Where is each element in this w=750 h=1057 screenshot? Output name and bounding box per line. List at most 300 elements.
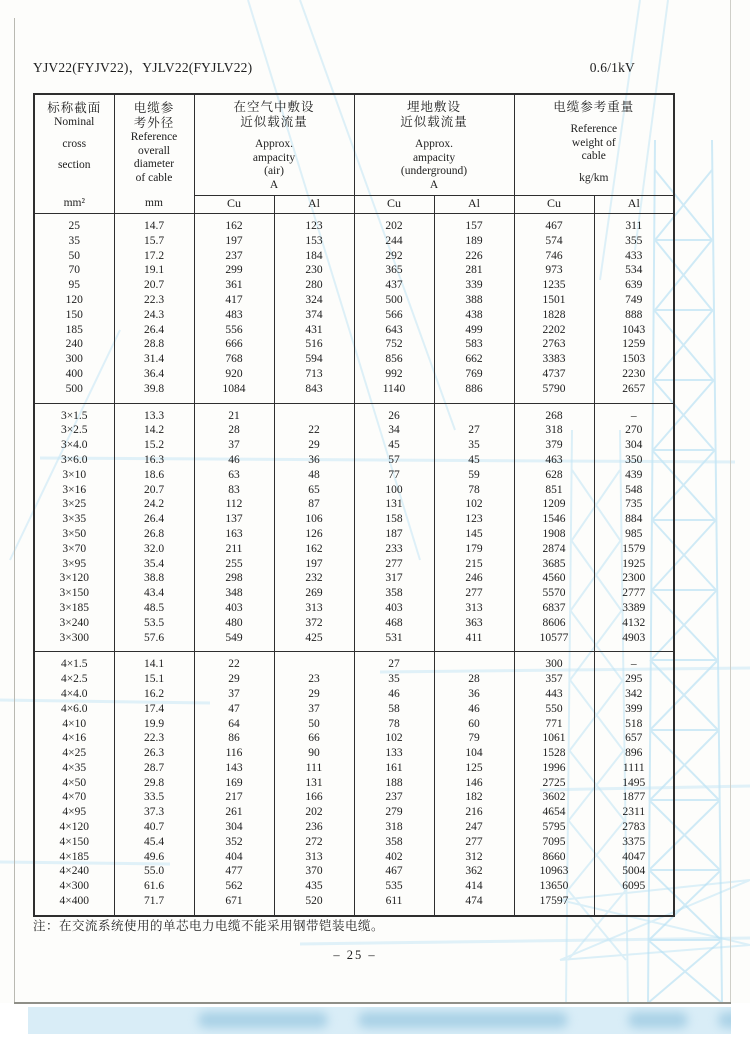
- cell: 439: [594, 468, 674, 483]
- header-text-line: 考外径: [133, 116, 175, 130]
- diameter-unit: mm: [145, 197, 163, 209]
- cell: 45: [434, 453, 514, 468]
- cell: 230: [274, 263, 354, 278]
- table-row: [34, 835, 674, 850]
- cell: [594, 894, 674, 916]
- cell: –: [594, 652, 674, 672]
- cell: 17.2: [114, 249, 194, 264]
- cell: 233: [354, 542, 434, 557]
- cell: 49.6: [114, 850, 194, 865]
- ampacity-air-group-header: [194, 94, 354, 196]
- cell: 22: [274, 423, 354, 438]
- cell: 3375: [594, 835, 674, 850]
- cell: [274, 403, 354, 423]
- cell: 26: [354, 403, 434, 423]
- cell: 29: [274, 438, 354, 453]
- table-row: [34, 512, 674, 527]
- cell: 3×10: [34, 468, 114, 483]
- cell: 769: [434, 367, 514, 382]
- cell: 19.1: [114, 263, 194, 278]
- header-text-line: (underground): [400, 165, 468, 178]
- cell: 143: [194, 761, 274, 776]
- table-row: [34, 790, 674, 805]
- cell: 32.0: [114, 542, 194, 557]
- cell: 48: [274, 468, 354, 483]
- header-text-line: A: [269, 178, 279, 191]
- header-text-line: ampacity: [252, 151, 296, 164]
- voltage-rating: 0.6/1kV: [589, 60, 635, 75]
- cell: 10963: [514, 864, 594, 879]
- header-text-line: Reference: [570, 123, 618, 135]
- table-row: [34, 497, 674, 512]
- cell: 39.8: [114, 382, 194, 403]
- cell: 187: [354, 527, 434, 542]
- cell: 1061: [514, 731, 594, 746]
- footnote: 注：在交流系统使用的单芯电力电缆不能采用钢带铠装电缆。: [33, 919, 385, 933]
- cell: 126: [274, 527, 354, 542]
- cell: 37.3: [114, 805, 194, 820]
- cell: 562: [194, 879, 274, 894]
- table-row: [34, 687, 674, 702]
- cell: 896: [594, 746, 674, 761]
- cell: 64: [194, 717, 274, 732]
- cell: 36.4: [114, 367, 194, 382]
- cell: 8660: [514, 850, 594, 865]
- cell: 4×1.5: [34, 652, 114, 672]
- table-row: [34, 278, 674, 293]
- table-row: [34, 616, 674, 631]
- cell: 735: [594, 497, 674, 512]
- cell: 1579: [594, 542, 674, 557]
- cell: 4654: [514, 805, 594, 820]
- cell: 83: [194, 483, 274, 498]
- cell: 2202: [514, 323, 594, 338]
- cell: 566: [354, 308, 434, 323]
- cell: 17597: [514, 894, 594, 916]
- cell: 666: [194, 337, 274, 352]
- cell: 3×25: [34, 497, 114, 512]
- cell: 255: [194, 557, 274, 572]
- cell: 26.3: [114, 746, 194, 761]
- cell: 4×400: [34, 894, 114, 916]
- header-text-line: overall: [138, 144, 170, 157]
- cell: 292: [354, 249, 434, 264]
- cell: 26.4: [114, 512, 194, 527]
- cell: 295: [594, 672, 674, 687]
- cell: 3383: [514, 352, 594, 367]
- cell: 4737: [514, 367, 594, 382]
- cell: 594: [274, 352, 354, 367]
- cell: 270: [594, 423, 674, 438]
- header-text-line: Reference: [130, 131, 178, 143]
- cell: 184: [274, 249, 354, 264]
- header-text-line: Approx.: [255, 138, 294, 150]
- cell: 1495: [594, 776, 674, 791]
- table-row: [34, 717, 674, 732]
- cell: 3685: [514, 557, 594, 572]
- cell: 163: [194, 527, 274, 542]
- header-text-line: 近似载流量: [400, 115, 468, 129]
- table-row: [34, 850, 674, 865]
- cell: 166: [274, 790, 354, 805]
- cell: 43.4: [114, 586, 194, 601]
- cell: 534: [594, 263, 674, 278]
- cell: 77: [354, 468, 434, 483]
- cell: 7095: [514, 835, 594, 850]
- subheader-cu: Cu: [194, 196, 274, 214]
- cell: 657: [594, 731, 674, 746]
- cell: 417: [194, 293, 274, 308]
- header-text-line: ampacity: [412, 151, 456, 164]
- cell: 3389: [594, 601, 674, 616]
- cell: 161: [354, 761, 434, 776]
- cell: 236: [274, 820, 354, 835]
- cell: 116: [194, 746, 274, 761]
- cell: 8606: [514, 616, 594, 631]
- cell: 35: [434, 438, 514, 453]
- cell: 10577: [514, 631, 594, 652]
- cell: 16.2: [114, 687, 194, 702]
- header-text-line: Nominal: [54, 116, 95, 128]
- cell: 46: [354, 687, 434, 702]
- header-text-line: 电缆参考重量: [553, 100, 635, 114]
- header-text-line: section: [57, 159, 91, 172]
- cell: 358: [354, 835, 434, 850]
- cell: 150: [34, 308, 114, 323]
- table-header: [34, 94, 674, 214]
- cell: 13.3: [114, 403, 194, 423]
- cell: 3×150: [34, 586, 114, 601]
- cell: 211: [194, 542, 274, 557]
- cell: 55.0: [114, 864, 194, 879]
- cell: 1043: [594, 323, 674, 338]
- cell: 1235: [514, 278, 594, 293]
- cell: 4×240: [34, 864, 114, 879]
- cell: 33.5: [114, 790, 194, 805]
- cell: 60: [434, 717, 514, 732]
- cell: 31.4: [114, 352, 194, 367]
- cell: 851: [514, 483, 594, 498]
- table-row: [34, 249, 674, 264]
- table-row: [34, 702, 674, 717]
- cell: 313: [274, 601, 354, 616]
- cell: 480: [194, 616, 274, 631]
- cell: 348: [194, 586, 274, 601]
- cell: 3×35: [34, 512, 114, 527]
- cell: 713: [274, 367, 354, 382]
- cell: 3×70: [34, 542, 114, 557]
- next-page-edge: [28, 1007, 731, 1034]
- cell: 920: [194, 367, 274, 382]
- table-row: [34, 293, 674, 308]
- cell: 13650: [514, 879, 594, 894]
- cell: 3×4.0: [34, 438, 114, 453]
- cell: 277: [434, 835, 514, 850]
- cell: 45: [354, 438, 434, 453]
- cell: 26.4: [114, 323, 194, 338]
- cell: 106: [274, 512, 354, 527]
- cell: 411: [434, 631, 514, 652]
- cell: 123: [274, 214, 354, 234]
- cell: 6837: [514, 601, 594, 616]
- cell: 437: [354, 278, 434, 293]
- cell: 279: [354, 805, 434, 820]
- cell: 317: [354, 571, 434, 586]
- ampacity-underground-group-header: [354, 94, 514, 196]
- cable-type-designation: YJV22(FYJV22)，YJLV22(FYJLV22): [33, 60, 253, 75]
- table-row: [34, 214, 674, 234]
- cell: 402: [354, 850, 434, 865]
- cell: 37: [194, 438, 274, 453]
- table-row: [34, 601, 674, 616]
- cell: 20.7: [114, 278, 194, 293]
- cell: 40.7: [114, 820, 194, 835]
- cell: 355: [594, 234, 674, 249]
- cell: 28: [434, 672, 514, 687]
- cell: 404: [194, 850, 274, 865]
- cell: 500: [34, 382, 114, 403]
- cell: 379: [514, 438, 594, 453]
- cell: 2230: [594, 367, 674, 382]
- cell: 3602: [514, 790, 594, 805]
- cell: 153: [274, 234, 354, 249]
- cell: 362: [434, 864, 514, 879]
- cell: 268: [514, 403, 594, 423]
- cell: 1908: [514, 527, 594, 542]
- cell: 499: [434, 323, 514, 338]
- header-text-line: 标称截面: [47, 101, 102, 115]
- cell: 23: [274, 672, 354, 687]
- header-text-line: weight of: [571, 136, 616, 149]
- cell: 5004: [594, 864, 674, 879]
- cell: 4560: [514, 571, 594, 586]
- cell: 59: [434, 468, 514, 483]
- table-block-1: [34, 214, 674, 404]
- cell: 202: [274, 805, 354, 820]
- cell: 1209: [514, 497, 594, 512]
- cell: 78: [434, 483, 514, 498]
- cell: 431: [274, 323, 354, 338]
- cell: 518: [594, 717, 674, 732]
- header-text-line: diameter: [133, 158, 175, 171]
- table-row: [34, 761, 674, 776]
- header-text-line: 埋地敷设: [407, 100, 462, 114]
- cell: 48.5: [114, 601, 194, 616]
- cell: 45.4: [114, 835, 194, 850]
- cell: 350: [594, 453, 674, 468]
- cell: 37: [274, 702, 354, 717]
- cell: 4×95: [34, 805, 114, 820]
- cell: 2874: [514, 542, 594, 557]
- cell: 299: [194, 263, 274, 278]
- header-text-line: [35, 130, 114, 138]
- table-row: [34, 652, 674, 672]
- cell: 1828: [514, 308, 594, 323]
- cell: 639: [594, 278, 674, 293]
- table-row: [34, 672, 674, 687]
- cell: 3×300: [34, 631, 114, 652]
- cell: 158: [354, 512, 434, 527]
- cell: 27: [354, 652, 434, 672]
- cell: 47: [194, 702, 274, 717]
- table-row: [34, 423, 674, 438]
- cell: 57: [354, 453, 434, 468]
- cell: 157: [434, 214, 514, 234]
- cell: 145: [434, 527, 514, 542]
- header-text-line: 电缆参: [133, 101, 175, 115]
- cell: 232: [274, 571, 354, 586]
- table-row: [34, 542, 674, 557]
- cell: 531: [354, 631, 434, 652]
- cell: 162: [194, 214, 274, 234]
- cell: 21: [194, 403, 274, 423]
- cell: 3×95: [34, 557, 114, 572]
- cell: 1877: [594, 790, 674, 805]
- table-row: [34, 468, 674, 483]
- cell: 516: [274, 337, 354, 352]
- cell: 27: [434, 423, 514, 438]
- subheader-cu: Cu: [354, 196, 434, 214]
- cell: 277: [434, 586, 514, 601]
- table-row: [34, 438, 674, 453]
- header-text-line: Approx.: [415, 138, 454, 150]
- cell: 339: [434, 278, 514, 293]
- cell: 1501: [514, 293, 594, 308]
- cell: 123: [434, 512, 514, 527]
- cell: 4×4.0: [34, 687, 114, 702]
- table-block-2: [34, 403, 674, 652]
- cell: 474: [434, 894, 514, 916]
- cell: 17.4: [114, 702, 194, 717]
- cell: 244: [354, 234, 434, 249]
- cell: 374: [274, 308, 354, 323]
- cell: 671: [194, 894, 274, 916]
- cell: 131: [274, 776, 354, 791]
- cell: 29.8: [114, 776, 194, 791]
- cell: 2311: [594, 805, 674, 820]
- cell: 4132: [594, 616, 674, 631]
- cell: 112: [194, 497, 274, 512]
- cell: 4×120: [34, 820, 114, 835]
- cell: 120: [34, 293, 114, 308]
- cell: 125: [434, 761, 514, 776]
- cell: 365: [354, 263, 434, 278]
- cell: 477: [194, 864, 274, 879]
- table-row: [34, 263, 674, 278]
- table-row: [34, 483, 674, 498]
- cell: 4×6.0: [34, 702, 114, 717]
- cell: 752: [354, 337, 434, 352]
- cell: 15.7: [114, 234, 194, 249]
- cell: 272: [274, 835, 354, 850]
- cell: 4×300: [34, 879, 114, 894]
- cell: 102: [434, 497, 514, 512]
- table-row: [34, 879, 674, 894]
- table-row: [34, 403, 674, 423]
- cell: 662: [434, 352, 514, 367]
- cell: 53.5: [114, 616, 194, 631]
- cell: 4×185: [34, 850, 114, 865]
- cell: 4×70: [34, 790, 114, 805]
- cell: 78: [354, 717, 434, 732]
- cell: 4×150: [34, 835, 114, 850]
- table-row: [34, 820, 674, 835]
- cell: 318: [514, 423, 594, 438]
- diameter-header: [114, 94, 194, 214]
- cell: 104: [434, 746, 514, 761]
- cell: 146: [434, 776, 514, 791]
- subheader-al: Al: [274, 196, 354, 214]
- table-row: [34, 731, 674, 746]
- cell: 50: [34, 249, 114, 264]
- cell: 215: [434, 557, 514, 572]
- cell: 357: [514, 672, 594, 687]
- table-row: [34, 571, 674, 586]
- cell: 611: [354, 894, 434, 916]
- cell: 22.3: [114, 293, 194, 308]
- cell: 304: [194, 820, 274, 835]
- cell: 100: [354, 483, 434, 498]
- cell: 22: [194, 652, 274, 672]
- table-row: [34, 352, 674, 367]
- table-row: [34, 337, 674, 352]
- cell: 28.8: [114, 337, 194, 352]
- cell: 237: [194, 249, 274, 264]
- cell: 5795: [514, 820, 594, 835]
- cell: 1528: [514, 746, 594, 761]
- cell: 425: [274, 631, 354, 652]
- cell: 3×1.5: [34, 403, 114, 423]
- nominal-unit: mm²: [63, 197, 85, 209]
- cell: 189: [434, 234, 514, 249]
- cell: 886: [434, 382, 514, 403]
- cell: 71.7: [114, 894, 194, 916]
- cell: 240: [34, 337, 114, 352]
- cell: 182: [434, 790, 514, 805]
- cell: 46: [434, 702, 514, 717]
- cell: 2657: [594, 382, 674, 403]
- cell: 352: [194, 835, 274, 850]
- header-text-line: (air): [264, 165, 284, 178]
- cell: 313: [434, 601, 514, 616]
- cell: 4×16: [34, 731, 114, 746]
- cell: 4×2.5: [34, 672, 114, 687]
- cell: –: [594, 403, 674, 423]
- cell: 298: [194, 571, 274, 586]
- cell: 1546: [514, 512, 594, 527]
- cell: 548: [594, 483, 674, 498]
- cell: 280: [274, 278, 354, 293]
- cell: 197: [194, 234, 274, 249]
- cell: 20.7: [114, 483, 194, 498]
- header-text-line: cable: [581, 150, 606, 163]
- cell: 361: [194, 278, 274, 293]
- table-row: [34, 631, 674, 652]
- cell: 61.6: [114, 879, 194, 894]
- cell: 281: [434, 263, 514, 278]
- cell: 6095: [594, 879, 674, 894]
- cell: 63: [194, 468, 274, 483]
- cell: 467: [514, 214, 594, 234]
- cell: 768: [194, 352, 274, 367]
- cell: 2725: [514, 776, 594, 791]
- cell: 2783: [594, 820, 674, 835]
- scan-edge-bottom: [14, 1002, 731, 1004]
- cell: 888: [594, 308, 674, 323]
- cell: 36: [434, 687, 514, 702]
- table-row: [34, 894, 674, 916]
- cell: 443: [514, 687, 594, 702]
